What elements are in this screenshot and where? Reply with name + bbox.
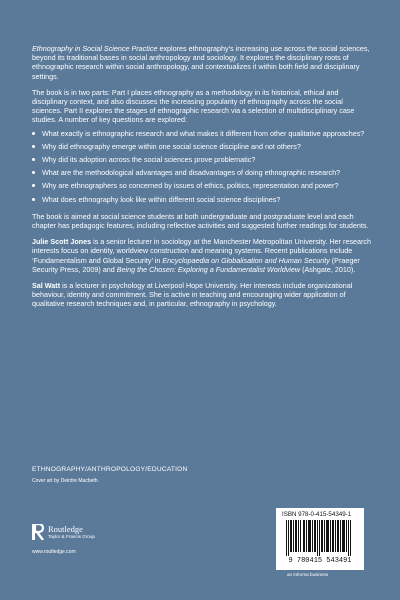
question-text: What are the methodological advantages and disadvantages of doing ethnographic research? bbox=[42, 168, 341, 178]
audience-paragraph: The book is aimed at social science students at both undergraduate and postgraduate level and each chapter has pedagogic features, including reflective activities and suggested further readings for students. bbox=[32, 211, 369, 231]
blurb bbox=[32, 44, 372, 316]
question-list bbox=[32, 129, 372, 204]
bullet-icon bbox=[32, 171, 35, 174]
list-item bbox=[32, 195, 372, 204]
bullet-icon bbox=[32, 184, 35, 187]
publisher-group: Taylor & Francis Group bbox=[48, 534, 95, 539]
list-item bbox=[32, 168, 372, 177]
bullet-icon bbox=[32, 198, 35, 201]
parts-paragraph: The book is in two parts: Part I places ethnography as a methodology in its historical, ethical and disciplinary context, and also discusses the increasing popularity of ethnography across the social sciences. Part II explores the stages of ethnographic research via a selection of multidisciplinary case studies. A number of key questions are explored: bbox=[32, 87, 355, 125]
question-text: What does ethnography look like within different social science disciplines? bbox=[42, 194, 281, 204]
intro-text: explores ethnography’s increasing use across the social sciences, beyond its traditional bases in social anthropology and sociology. It explores the disciplinary roots of ethnographic research within social anthropology, and contextualizes it within both field and disciplinary settings. bbox=[32, 44, 370, 81]
bio-text: (Praeger Security Press, 2009) and bbox=[32, 255, 360, 274]
list-item bbox=[32, 181, 372, 190]
intro-paragraph bbox=[32, 44, 372, 81]
list-item bbox=[32, 142, 372, 151]
question-text: Why did ethnography emerge within one social science discipline and not others? bbox=[42, 141, 301, 151]
publisher-url: www.routledge.com bbox=[32, 549, 76, 555]
bio-text: (Ashgate, 2010). bbox=[300, 264, 356, 274]
barcode-icon bbox=[280, 520, 360, 564]
question-text: What exactly is ethnographic research and what makes it different from other qualitative approaches? bbox=[42, 128, 365, 138]
bio-italic: Encyclopaedia on Globalisation and Human Security bbox=[162, 255, 330, 265]
bio-italic: Being the Chosen: Exploring a Fundamentalist Worldview bbox=[116, 264, 301, 274]
bullet-icon bbox=[32, 132, 35, 135]
list-item bbox=[32, 155, 372, 164]
isbn: ISBN 978-0-415-54349-1 bbox=[282, 511, 352, 518]
author-bio-1 bbox=[32, 237, 372, 274]
routledge-r-logo-icon bbox=[32, 524, 44, 540]
author-bio-2 bbox=[32, 281, 372, 309]
question-text: Why did its adoption across the social sciences prove problematic? bbox=[42, 155, 256, 165]
list-item bbox=[32, 129, 372, 138]
publisher-name: Routledge bbox=[48, 524, 83, 534]
subject-categories: ETHNOGRAPHY/ANTHROPOLOGY/EDUCATION bbox=[32, 466, 188, 473]
bio-text: is a senior lecturer in sociology at the Manchester Metropolitan University. Her research interests focus on identity, worldview construction and meaning systems. Recent publications include ‘Fundamentalism and Global Security’ in bbox=[32, 237, 372, 265]
barcode-panel bbox=[276, 508, 364, 570]
barcode-number: 9 780415 543491 bbox=[288, 557, 352, 564]
publisher-block bbox=[32, 524, 152, 564]
bullet-icon bbox=[32, 158, 35, 161]
cover-art-credit: Cover art by Deirdre Macbeth. bbox=[32, 478, 99, 484]
bullet-icon bbox=[32, 145, 35, 148]
author-name: Sal Watt bbox=[32, 281, 61, 291]
book-title: Ethnography in Social Science Practice bbox=[32, 44, 158, 53]
question-text: Why are ethnographers so concerned by issues of ethics, politics, representation and power? bbox=[42, 181, 339, 191]
author-name: Julie Scott Jones bbox=[32, 237, 92, 247]
bio-text: is a lecturer in psychology at Liverpool Hope University. Her interests include organizational behaviour, identity and commitment. She is active in teaching and encouraging wider application of qualitative research techniques and, in particular, ethnography in psychology. bbox=[32, 281, 353, 309]
informa-business: an informa business bbox=[287, 572, 329, 577]
